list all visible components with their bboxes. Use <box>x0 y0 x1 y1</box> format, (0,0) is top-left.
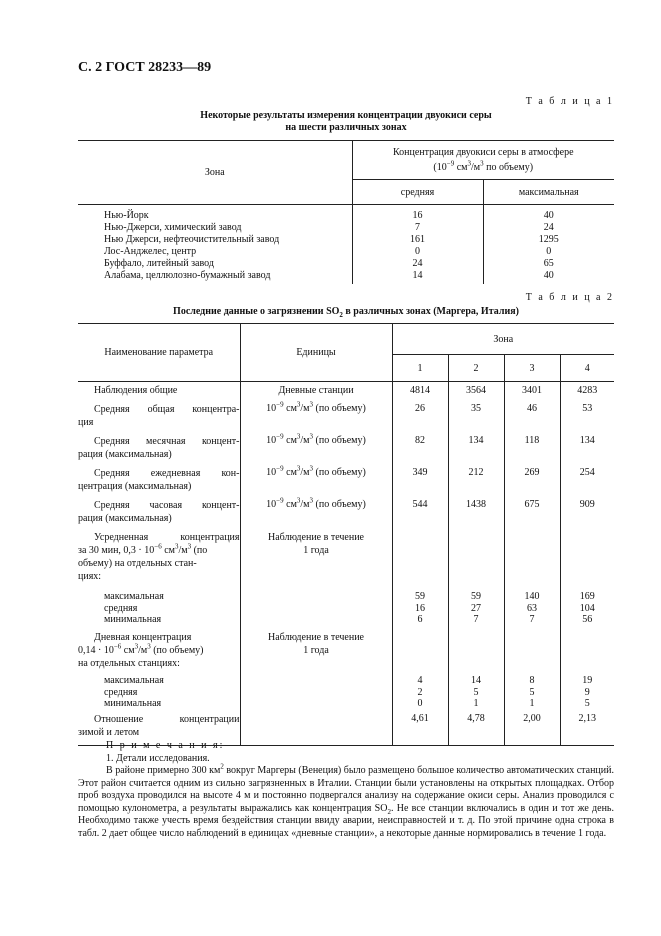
table2 <box>78 323 614 746</box>
table1-title-line2: на шести различных зонах <box>285 122 407 133</box>
table1-col-avg: средняя <box>352 180 483 205</box>
table1-label: Т а б л и ц а 1 <box>525 96 614 107</box>
table-row: Усредненная концентрация за 30 мин, $0,3 \cdot 10^{-6}$ $см^3/м^3$ (по объему) на отдельных стан- циях: Наблюдение в течение 1 года <box>78 531 614 585</box>
table-row: максимальная средняя минимальная 59 16 6 59 27 7 140 63 7 169 104 56 <box>78 585 614 631</box>
table2-col-units: Единицы <box>240 324 392 382</box>
table2-col-zone: Зона <box>392 324 614 355</box>
table1-col-concentration <box>352 141 614 180</box>
notes-title: П р и м е ч а н и я: <box>106 740 225 751</box>
table2-label: Т а б л и ц а 2 <box>525 292 614 303</box>
table-row: Буффало, литейный завод 24 65 <box>78 257 614 269</box>
table-row: Нью-Йорк 16 40 <box>78 209 614 221</box>
table-row: Дневная концентрация $0,14 \cdot 10^{-6}$ $см^3/м^3$ (по объему) на отдельных станциях: Наблюдение в течение 1 года <box>78 631 614 671</box>
table2-col-param: Наименование параметра <box>78 324 240 382</box>
table-row: максимальная средняя минимальная 4 2 0 14 5 1 8 5 1 19 9 5 <box>78 671 614 713</box>
notes-paragraph: В районе примерно 300 $км^2$ вокруг Маргеры (Венеция) было размещено большое количество автоматических станций. Этот район считается одним из сильно загрязненных в Италии. Станции были установлены на открытых площадках. Отбор проб воздуха проводился на высоте 4 м и постоянно подвергался анализу на содержание окиси серы. Анализ проводился с помощью кулонометра, а результаты выражались как концентрация $SO_2$. Не все станции включались в один и тот же день. Необходимо также учесть время бездействия станции ввиду аварии, неисправностей и т. д. По этой причине одна строка в табл. 2 дает общее число наблюдений в единицах «дневные станции», а некоторые данные нормировались в течение 1 года. <box>78 762 614 839</box>
r2-param: Средняя общая концентра- ция <box>78 404 240 428</box>
table1-title-line1: Некоторые результаты измерения концентрации двуокиси серы <box>200 110 492 121</box>
table1-col-conc-line1: Концентрация двуокиси серы в атмосфере <box>392 147 574 158</box>
table2-zone-2: 2 <box>448 355 504 382</box>
table-row: Средняя часовая концент- рация (максимальная) $10^{-9}$ $см^3/м^3$ (по объему) 544 1438 675 909 <box>78 499 614 531</box>
page-header: С. 2 ГОСТ 28233—89 <box>78 60 212 75</box>
table-row: Лос-Анджелес, центр 0 0 <box>78 245 614 257</box>
table-row: Нью-Джерси, химический завод 7 24 <box>78 221 614 233</box>
table-row: Отношение концентрации зимой и летом 4,61 4,78 2,00 2,13 <box>78 713 614 746</box>
table-row: Наблюдения общие Дневные станции 4814 3564 3401 4283 <box>78 382 614 404</box>
table1-col-zone: Зона <box>78 141 352 205</box>
notes <box>78 740 614 840</box>
table2-zone-4: 4 <box>560 355 614 382</box>
table2-zone-1: 1 <box>392 355 448 382</box>
table-row: Средняя месячная концент- рация (максимальная) $10^{-9}$ $см^3/м^3$ (по объему) 82 134 118 134 <box>78 435 614 467</box>
table2-zone-3: 3 <box>504 355 560 382</box>
notes-item-1: 1. Детали исследования. <box>106 752 210 764</box>
table1 <box>78 140 614 284</box>
table1-col-conc-unit: ($10^{-9}$ $см^3/м^3$ по объему) <box>433 159 534 173</box>
table1-title <box>78 110 614 134</box>
table-row: Средняя ежедневная кон- центрация (максимальная) $10^{-9}$ $см^3/м^3$ (по объему) 349 212 269 254 <box>78 467 614 499</box>
table1-col-max: максимальная <box>483 180 614 205</box>
table2-title: Последние данные о загрязнении $SO_2$ в различных зонах (Маргера, Италия) <box>173 306 519 319</box>
r2-units: $10^{-9}$ $см^3/м^3$ (по объему) <box>240 403 392 435</box>
table-row: Средняя общая концентра- ция $10^{-9}$ $см^3/м^3$ (по объему) 26 35 46 53 <box>78 403 614 435</box>
table-row: Алабама, целлюлозно-бумажный завод 14 40 <box>78 269 614 281</box>
table-row: Нью Джерси, нефтеочистительный завод 161 1295 <box>78 233 614 245</box>
